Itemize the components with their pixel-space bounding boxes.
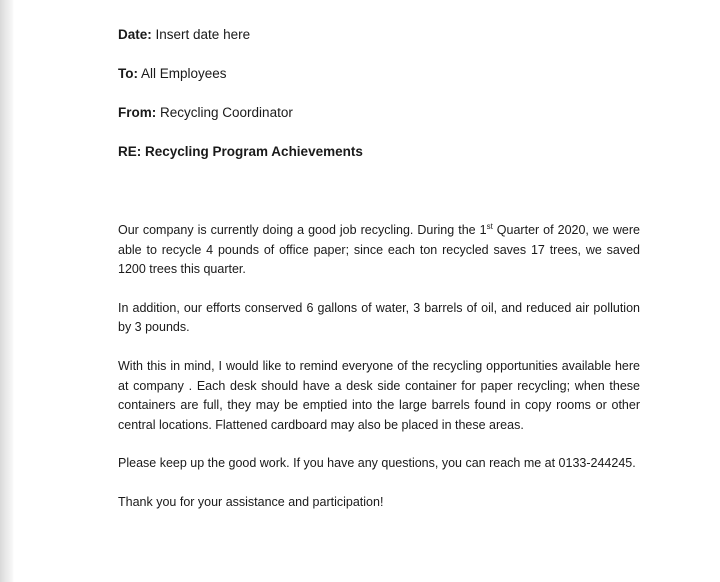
memo-from-line: [118, 104, 640, 122]
memo-date-value: Insert date here: [155, 27, 251, 42]
paragraph-thanks: Thank you for your assistance and participation!: [118, 494, 384, 509]
memo-subject-label: RE:: [118, 144, 142, 159]
page-edge-shadow: [0, 0, 14, 582]
paragraph-contact: Please keep up the good work. If you have any questions, you can reach me at 0133-244245.: [118, 456, 636, 471]
paragraph-1-part-a: Our company is currently doing a good job recycling. During the 1: [118, 223, 487, 237]
memo-subject-line: [118, 143, 640, 161]
memo-date-label: Date:: [118, 27, 152, 42]
memo-body: [118, 221, 640, 513]
memo-to-label: To:: [118, 66, 138, 81]
paragraph-recycling-summary: [118, 221, 640, 280]
memo-to-value: All Employees: [141, 66, 227, 81]
memo-from-label: From:: [118, 105, 157, 120]
paragraph-recycling-opportunities: With this in mind, I would like to remind everyone of the recycling opportunities available here at company . Each desk should have a desk side container for paper recycling; when these containers are full, they may be emptied into the large barrels found in copy rooms or other central locations. Flattened cardboard may also be placed in these areas.: [118, 358, 640, 432]
memo-to-line: [118, 65, 640, 83]
memo-subject-value: Recycling Program Achievements: [145, 144, 363, 159]
paragraph-1-part-b: Quarter of 2020, we were able to recycle 4 pounds of office paper; since each ton recycled saves 17 trees, we saved 1200 trees this quarter.: [118, 223, 640, 277]
memo: [118, 26, 640, 513]
paragraph-conservation: In addition, our efforts conserved 6 gallons of water, 3 barrels of oil, and reduced air pollution by 3 pounds.: [118, 300, 640, 335]
ordinal-superscript: st: [486, 221, 493, 231]
memo-date-line: [118, 26, 640, 44]
memo-from-value: Recycling Coordinator: [160, 105, 293, 120]
